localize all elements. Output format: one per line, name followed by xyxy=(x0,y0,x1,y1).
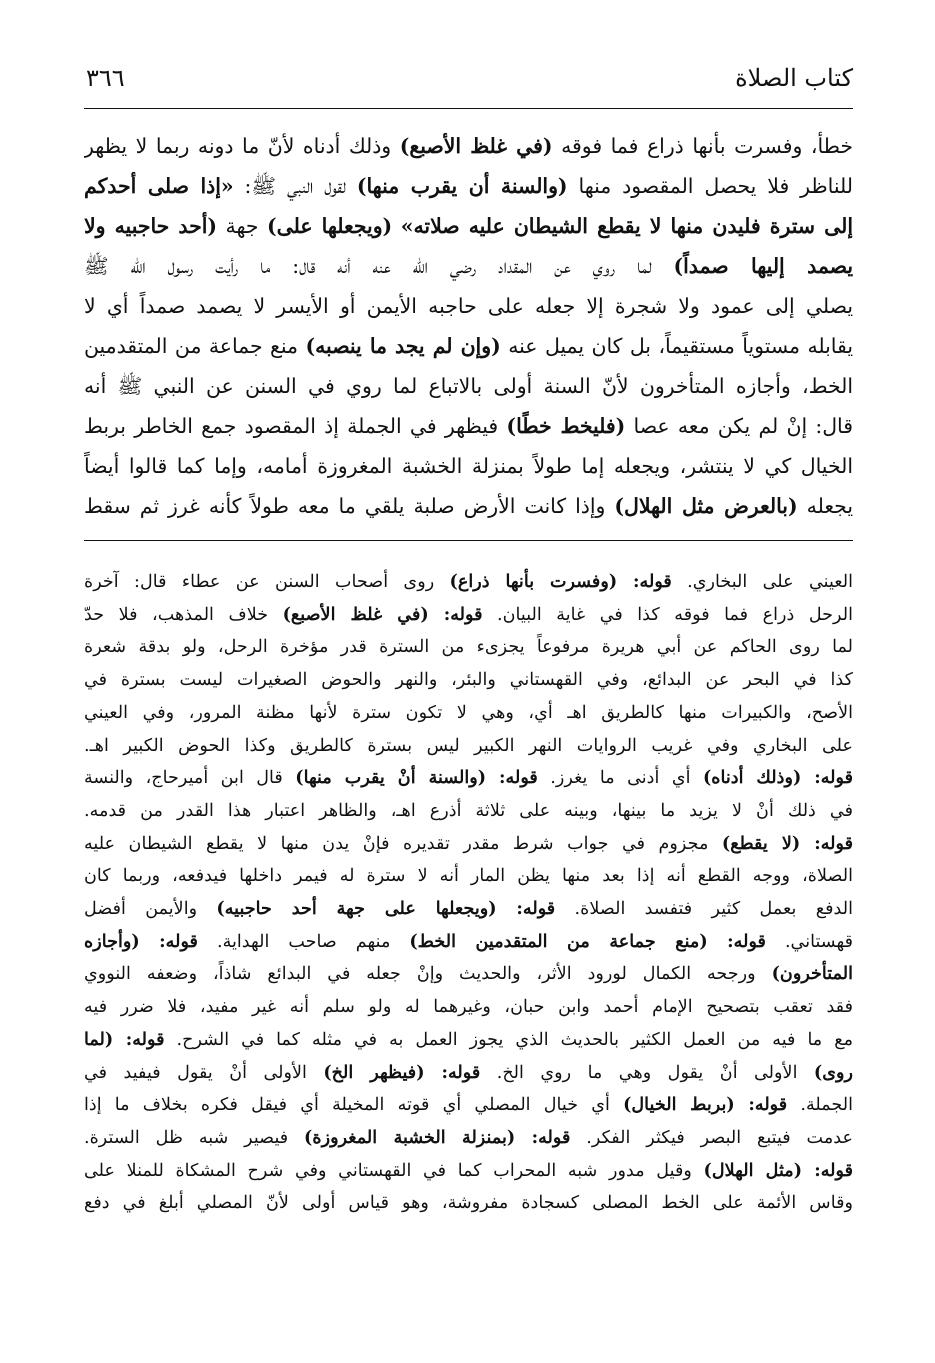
commentary-line xyxy=(84,1089,853,1122)
bold-quote: قوله: (لا يقطع) xyxy=(721,832,853,854)
bold-quote: «إذا صلى أحدكم xyxy=(84,174,234,198)
main-text-line xyxy=(84,446,853,486)
text-run: منهم صاحب الهداية. xyxy=(197,931,410,952)
text-run: الخيال كي لا ينتشر، ويجعله إما طولاً بمنزلة الخشبة المغروزة أمامه، وإما كما قالوا أيضاً xyxy=(84,454,853,478)
text-run: لما روي عن المقداد رضي الله عنه أنه قال: ما رأيت رسول الله ﷺ xyxy=(84,254,674,278)
main-text xyxy=(84,126,853,531)
main-text-line xyxy=(84,166,853,206)
text-run: وقاس الأئمة على الخط المصلى كسجادة مفروشة، وهو قياس أولى لأنّ المصلي أبلغ في دفع xyxy=(84,1193,853,1214)
text-run: الدفع بعمل كثير فتفسد الصلاة. xyxy=(555,899,853,920)
bold-quote: (وإن لم يجد ما ينصبه) xyxy=(305,334,501,358)
bold-quote: (في غلظ الأصبع) xyxy=(399,134,553,158)
bold-quote: قوله: (مثل الهلال) xyxy=(703,1159,853,1181)
commentary-line xyxy=(84,795,853,828)
text-run: قال ابن أميرحاج، والنسة xyxy=(84,768,296,789)
commentary-line xyxy=(84,599,853,632)
commentary-line xyxy=(84,860,853,893)
header-rule xyxy=(84,108,853,109)
text-run: جهة xyxy=(217,214,267,238)
commentary-text xyxy=(84,566,853,1346)
bold-quote: روى) xyxy=(813,1061,853,1083)
text-run: أي أدنى ما يغرز. xyxy=(537,768,703,789)
commentary-line xyxy=(84,958,853,991)
text-run: منع جماعة من المتقدمين xyxy=(84,334,306,358)
running-header xyxy=(86,58,853,102)
footnote-separator xyxy=(84,540,853,541)
commentary-line xyxy=(84,1122,853,1155)
text-run: الصلاة، ووجه القطع أنه إذا بعد منها يظن المار أنه لا سترة له فيمر داخلها فيدفعه، وربما كان xyxy=(84,866,853,887)
text-run: وإذا كانت الأرض صلبة يلقي ما معه طولاً كأنه غرز ثم سقط xyxy=(84,494,615,518)
text-run: فيصير شبه ظل السترة. xyxy=(84,1127,305,1148)
bold-quote: قوله: (وذلك أدناه) xyxy=(702,767,853,789)
commentary-line xyxy=(84,926,853,959)
page-number: ٣٦٦ xyxy=(86,64,125,92)
text-run: فقد تعقب بتصحيح الإمام أحمد وابن حبان، وغيرهما له ولو سلم أنه غير مفيد، فلا ضرر فيه xyxy=(84,997,853,1018)
bold-quote: قوله: (والسنة أنْ يقرب منها) xyxy=(295,767,538,789)
text-run: الرحل ذراع فما فوقه كذا في غاية البيان. xyxy=(482,604,853,625)
text-run: الأولى أنْ يقول فيفيد في xyxy=(84,1062,324,1083)
text-run: قهستاني. xyxy=(765,931,853,952)
text-run: خطأ، وفسرت بأنها ذراع فما فوقه xyxy=(552,134,853,158)
text-run: العيني على البخاري. xyxy=(671,572,853,592)
text-run: وذلك أدناه لأنّ ما دونه ربما لا يظهر xyxy=(84,134,400,158)
bold-quote: (أحد حاجبيه ولا xyxy=(84,214,218,238)
commentary-line xyxy=(84,828,853,861)
bold-quote: قوله: (ويجعلها على جهة أحد حاجبيه) xyxy=(216,898,556,920)
bold-quote: قوله: (منع جماعة من المتقدمين الخط) xyxy=(409,930,766,952)
bold-quote: قوله: (وفسرت بأنها ذراع) xyxy=(449,571,672,592)
commentary-line xyxy=(84,1187,853,1220)
commentary-line xyxy=(84,631,853,664)
bold-quote: المتأخرون) xyxy=(771,963,853,985)
commentary-line xyxy=(84,664,853,697)
main-text-line xyxy=(84,286,853,326)
bold-quote: (فليخط خطًا) xyxy=(506,414,626,438)
main-text-line xyxy=(84,326,853,366)
text-run xyxy=(392,214,401,238)
bold-quote: قوله: (فيظهر الخ) xyxy=(323,1061,481,1083)
main-text-line xyxy=(84,366,853,406)
text-run: للناظر فلا يحصل المقصود منها xyxy=(567,174,853,198)
commentary-line xyxy=(84,697,853,730)
main-text-line xyxy=(84,126,853,166)
text-run: عدمت فيتبع البصر فيكثر الفكر. xyxy=(570,1127,853,1148)
text-run: الأصح، والكبيرات منها كالطريق اهـ أي، وهي لا تكون سترة لأنها مظنة المرور، وفي العيني xyxy=(84,702,853,723)
bold-quote: إلى سترة فليدن منها لا يقطع الشيطان عليه صلاته» xyxy=(400,214,853,238)
chapter-title: كتاب الصلاة xyxy=(735,64,853,92)
text-run: مع ما فيه من العمل الكثير بالحديث الذي يجوز العمل به في مثله كما في الشرح. xyxy=(164,1029,853,1050)
commentary-line xyxy=(84,1024,853,1057)
text-run: قال: إنْ لم يكن معه عصا xyxy=(625,414,853,438)
bold-quote: يصمد إليها صمداً) xyxy=(673,254,853,278)
text-run: فيظهر في الجملة إذ المقصود جمع الخاطر بربط xyxy=(84,414,507,438)
main-text-line xyxy=(84,246,853,286)
text-run: مجزوم في جواب شرط مقدر تقديره فإنْ يدن منها لا يقطع الشيطان عليه xyxy=(84,833,722,854)
commentary-line xyxy=(84,893,853,926)
main-text-line xyxy=(84,206,853,246)
text-run: الخط، وأجازه المتأخرون لأنّ السنة أولى بالاتباع لما روي في السنن عن النبي ﷺ أنه xyxy=(84,374,853,398)
commentary-line xyxy=(84,762,853,795)
commentary-line xyxy=(84,566,853,599)
bold-quote: (ويجعلها على) xyxy=(266,214,393,238)
bold-quote: قوله: (وأجازه xyxy=(84,930,198,952)
text-run: وقيل مدور شبه المحراب كما في القهستاني وفي شرح المشكاة للمنلا على xyxy=(84,1160,704,1181)
commentary-line xyxy=(84,1057,853,1090)
commentary-line xyxy=(84,730,853,763)
text-run: ورجحه الكمال لورود الأثر، والحديث وإنْ جعله في البدائع شاذاً، وضعفه النووي xyxy=(84,964,772,985)
bold-quote: قوله: (بمنزلة الخشبة المغروزة) xyxy=(304,1126,571,1148)
text-run: على البخاري وفي غريب الروايات النهر الكبير ليس بسترة كالطريق وكذا الحوض الكبير اهـ. xyxy=(84,735,853,756)
main-text-line xyxy=(84,486,853,526)
text-run: يقابله مستوياً مستقيماً، بل كان يميل عنه xyxy=(500,334,853,358)
text-run: يصلي إلى عمود ولا شجرة إلا جعله على حاجبه الأيمن أو الأيسر لا يصمد صمداً أي لا xyxy=(84,294,853,318)
text-run: روى أصحاب السنن عن عطاء قال: آخرة xyxy=(84,572,450,592)
text-run: أي خيال المصلي أي قوته المخيلة أي فيقل فكره بخلاف ما إذا xyxy=(84,1095,624,1116)
bold-quote: (والسنة أن يقرب منها) xyxy=(356,174,568,198)
text-run: الجملة. xyxy=(787,1095,853,1116)
bold-quote: (بالعرض مثل الهلال) xyxy=(614,494,798,518)
bold-quote: قوله: (بربط الخيال) xyxy=(623,1094,788,1116)
text-run: خلاف المذهب، فلا حدّ xyxy=(84,604,283,625)
text-run: والأيمن أفضل xyxy=(84,899,217,920)
commentary-line xyxy=(84,1155,853,1188)
text-run: يجعله xyxy=(797,494,853,518)
text-run: كذا في البحر عن البدائع، وفي القهستاني والبئر، والنهر والحوض الصغيرات ليست بسترة في xyxy=(84,670,853,691)
text-run: في ذلك أنْ لا يزيد ما بينها، وبينه على ثلاثة أذرع اهـ، والظاهر اعتبار هذا القدر من قدمه. xyxy=(84,800,853,821)
commentary-line xyxy=(84,991,853,1024)
bold-quote: قوله: (في غلظ الأصبع) xyxy=(282,603,483,625)
text-run: لقول النبي ﷺ: xyxy=(233,174,357,198)
text-run: الأولى أنْ يقول وهي ما روي الخ. xyxy=(480,1062,814,1083)
bold-quote: قوله: (لما xyxy=(84,1028,165,1050)
main-text-line xyxy=(84,406,853,446)
text-run: لما روى الحاكم عن أبي هريرة مرفوعاً يجزىء من السترة قدر مؤخرة الرحل، ولو بدقة شعرة xyxy=(84,637,853,658)
